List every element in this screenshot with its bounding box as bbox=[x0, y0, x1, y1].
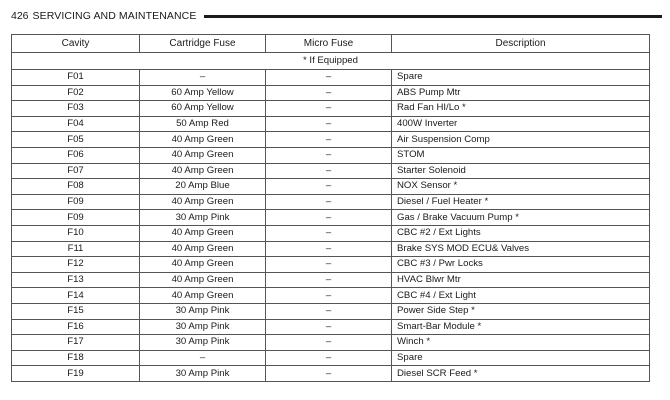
cavity-cell: F13 bbox=[12, 272, 140, 288]
description-cell: Rad Fan HI/Lo * bbox=[392, 101, 650, 117]
table-row bbox=[12, 303, 650, 319]
column-header-cavity: Cavity bbox=[12, 35, 140, 53]
description-cell: 400W Inverter bbox=[392, 116, 650, 132]
fuse-table bbox=[11, 34, 650, 382]
table-row bbox=[12, 147, 650, 163]
micro-fuse-cell: – bbox=[266, 225, 392, 241]
column-header-micro-fuse: Micro Fuse bbox=[266, 35, 392, 53]
table-row bbox=[12, 163, 650, 179]
cavity-cell: F02 bbox=[12, 85, 140, 101]
description-cell: Diesel / Fuel Heater * bbox=[392, 194, 650, 210]
table-row bbox=[12, 70, 650, 86]
micro-fuse-cell: – bbox=[266, 272, 392, 288]
description-cell: CBC #3 / Pwr Locks bbox=[392, 257, 650, 273]
micro-fuse-cell: – bbox=[266, 350, 392, 366]
cartridge-fuse-cell: 30 Amp Pink bbox=[140, 335, 266, 351]
description-cell: Gas / Brake Vacuum Pump * bbox=[392, 210, 650, 226]
table-row bbox=[12, 225, 650, 241]
micro-fuse-cell: – bbox=[266, 147, 392, 163]
cavity-cell: F17 bbox=[12, 335, 140, 351]
cartridge-fuse-cell: 40 Amp Green bbox=[140, 241, 266, 257]
cavity-cell: F07 bbox=[12, 163, 140, 179]
note-row bbox=[12, 53, 650, 70]
table-body bbox=[12, 53, 650, 382]
cavity-cell: F08 bbox=[12, 179, 140, 195]
cavity-cell: F10 bbox=[12, 225, 140, 241]
cavity-cell: F09 bbox=[12, 194, 140, 210]
cartridge-fuse-cell: 40 Amp Green bbox=[140, 288, 266, 304]
description-cell: Spare bbox=[392, 350, 650, 366]
micro-fuse-cell: – bbox=[266, 116, 392, 132]
micro-fuse-cell: – bbox=[266, 70, 392, 86]
micro-fuse-cell: – bbox=[266, 257, 392, 273]
description-cell: Diesel SCR Feed * bbox=[392, 366, 650, 382]
description-cell: HVAC Blwr Mtr bbox=[392, 272, 650, 288]
cavity-cell: F05 bbox=[12, 132, 140, 148]
cartridge-fuse-cell: 40 Amp Green bbox=[140, 132, 266, 148]
description-cell: Starter Solenoid bbox=[392, 163, 650, 179]
page-header bbox=[11, 8, 662, 24]
table-row bbox=[12, 335, 650, 351]
header-rule bbox=[204, 15, 662, 18]
micro-fuse-cell: – bbox=[266, 335, 392, 351]
micro-fuse-cell: – bbox=[266, 288, 392, 304]
cartridge-fuse-cell: 40 Amp Green bbox=[140, 163, 266, 179]
micro-fuse-cell: – bbox=[266, 194, 392, 210]
column-header-cartridge-fuse: Cartridge Fuse bbox=[140, 35, 266, 53]
if-equipped-note: * If Equipped bbox=[12, 53, 650, 70]
table-row bbox=[12, 132, 650, 148]
cavity-cell: F14 bbox=[12, 288, 140, 304]
micro-fuse-cell: – bbox=[266, 366, 392, 382]
cartridge-fuse-cell: – bbox=[140, 350, 266, 366]
micro-fuse-cell: – bbox=[266, 210, 392, 226]
table-row bbox=[12, 179, 650, 195]
description-cell: ABS Pump Mtr bbox=[392, 85, 650, 101]
table-row bbox=[12, 319, 650, 335]
cavity-cell: F18 bbox=[12, 350, 140, 366]
cartridge-fuse-cell: 40 Amp Green bbox=[140, 257, 266, 273]
cavity-cell: F15 bbox=[12, 303, 140, 319]
cartridge-fuse-cell: – bbox=[140, 70, 266, 86]
cartridge-fuse-cell: 60 Amp Yellow bbox=[140, 85, 266, 101]
micro-fuse-cell: – bbox=[266, 303, 392, 319]
header-row bbox=[12, 35, 650, 53]
cavity-cell: F06 bbox=[12, 147, 140, 163]
description-cell: STOM bbox=[392, 147, 650, 163]
description-cell: Spare bbox=[392, 70, 650, 86]
cartridge-fuse-cell: 30 Amp Pink bbox=[140, 303, 266, 319]
cartridge-fuse-cell: 20 Amp Blue bbox=[140, 179, 266, 195]
description-cell: Brake SYS MOD ECU& Valves bbox=[392, 241, 650, 257]
column-header-description: Description bbox=[392, 35, 650, 53]
micro-fuse-cell: – bbox=[266, 319, 392, 335]
cavity-cell: F01 bbox=[12, 70, 140, 86]
table-row bbox=[12, 288, 650, 304]
cavity-cell: F11 bbox=[12, 241, 140, 257]
cavity-cell: F16 bbox=[12, 319, 140, 335]
table-row bbox=[12, 210, 650, 226]
table-row bbox=[12, 101, 650, 117]
description-cell: Air Suspension Comp bbox=[392, 132, 650, 148]
description-cell: NOX Sensor * bbox=[392, 179, 650, 195]
cavity-cell: F09 bbox=[12, 210, 140, 226]
cartridge-fuse-cell: 30 Amp Pink bbox=[140, 319, 266, 335]
table-row bbox=[12, 350, 650, 366]
table-row bbox=[12, 194, 650, 210]
micro-fuse-cell: – bbox=[266, 85, 392, 101]
table-row bbox=[12, 272, 650, 288]
cartridge-fuse-cell: 40 Amp Green bbox=[140, 225, 266, 241]
table-row bbox=[12, 116, 650, 132]
micro-fuse-cell: – bbox=[266, 163, 392, 179]
cavity-cell: F19 bbox=[12, 366, 140, 382]
cartridge-fuse-cell: 50 Amp Red bbox=[140, 116, 266, 132]
cartridge-fuse-cell: 40 Amp Green bbox=[140, 272, 266, 288]
micro-fuse-cell: – bbox=[266, 179, 392, 195]
cavity-cell: F03 bbox=[12, 101, 140, 117]
micro-fuse-cell: – bbox=[266, 101, 392, 117]
description-cell: Smart-Bar Module * bbox=[392, 319, 650, 335]
cavity-cell: F12 bbox=[12, 257, 140, 273]
cartridge-fuse-cell: 30 Amp Pink bbox=[140, 210, 266, 226]
table-row bbox=[12, 85, 650, 101]
cavity-cell: F04 bbox=[12, 116, 140, 132]
micro-fuse-cell: – bbox=[266, 132, 392, 148]
description-cell: CBC #2 / Ext Lights bbox=[392, 225, 650, 241]
table-row bbox=[12, 241, 650, 257]
table-row bbox=[12, 366, 650, 382]
description-cell: CBC #4 / Ext Light bbox=[392, 288, 650, 304]
description-cell: Winch * bbox=[392, 335, 650, 351]
micro-fuse-cell: – bbox=[266, 241, 392, 257]
page-number: 426 bbox=[11, 10, 29, 22]
cartridge-fuse-cell: 40 Amp Green bbox=[140, 147, 266, 163]
cartridge-fuse-cell: 60 Amp Yellow bbox=[140, 101, 266, 117]
table-row bbox=[12, 257, 650, 273]
table-header bbox=[12, 35, 650, 53]
cartridge-fuse-cell: 30 Amp Pink bbox=[140, 366, 266, 382]
description-cell: Power Side Step * bbox=[392, 303, 650, 319]
cartridge-fuse-cell: 40 Amp Green bbox=[140, 194, 266, 210]
section-title: SERVICING AND MAINTENANCE bbox=[32, 10, 197, 22]
